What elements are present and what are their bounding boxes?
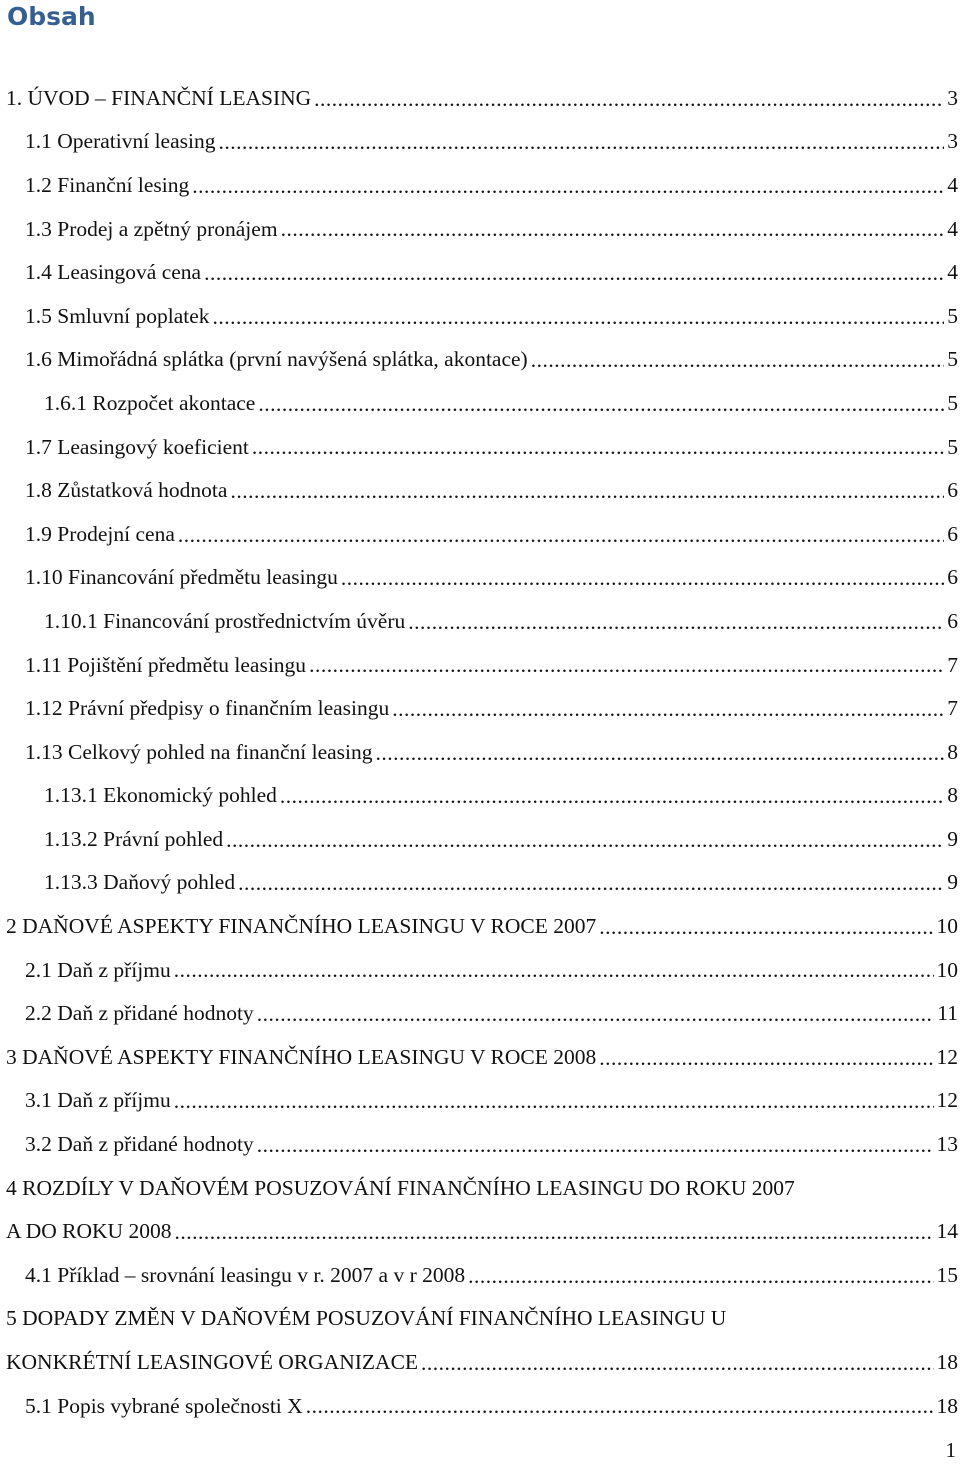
- dot-leader: [257, 1001, 935, 1035]
- dot-leader: [213, 304, 945, 338]
- toc-entry[interactable]: [0, 294, 960, 338]
- toc-entry[interactable]: [0, 556, 960, 600]
- dot-leader: [252, 434, 944, 468]
- toc-entry-title: 4.1 Příklad – srovnání leasingu v r. 2007 a v r 2008: [25, 1262, 466, 1287]
- toc-entry-title: 1.5 Smluvní poplatek: [25, 303, 210, 328]
- toc-entry[interactable]: [0, 904, 960, 948]
- toc-entry-page: 18: [936, 1393, 958, 1418]
- dot-leader: [238, 870, 944, 904]
- toc-entry[interactable]: [0, 512, 960, 556]
- toc-entry-page: 13: [936, 1132, 958, 1157]
- toc-entry-page: 5: [947, 390, 958, 415]
- toc-entry[interactable]: [0, 163, 960, 207]
- toc-entry-continuation[interactable]: [0, 1209, 960, 1253]
- dot-leader: [599, 1045, 933, 1079]
- toc-entry-title: 1.10 Financování předmětu leasingu: [25, 565, 338, 590]
- dot-leader: [314, 86, 944, 120]
- toc-entry-page: 5: [947, 303, 958, 328]
- toc-entry-page: 9: [947, 826, 958, 851]
- dot-leader: [468, 1263, 933, 1297]
- toc-entry-page: 9: [947, 870, 958, 895]
- toc-entry[interactable]: [0, 686, 960, 730]
- toc-entry[interactable]: [0, 1079, 960, 1123]
- toc-entry[interactable]: [0, 425, 960, 469]
- toc-entry-page: 7: [947, 652, 958, 677]
- toc-entry-title: 3.1 Daň z příjmu: [25, 1088, 171, 1113]
- dot-leader: [174, 957, 934, 991]
- toc-entry-page: 10: [936, 914, 958, 939]
- toc-entry-title: 3.2 Daň z přidané hodnoty: [25, 1132, 254, 1157]
- toc-entry-page: 14: [936, 1219, 958, 1244]
- dot-leader: [281, 216, 945, 250]
- toc-entry[interactable]: [0, 468, 960, 512]
- toc-entry[interactable]: [0, 1166, 960, 1210]
- dot-leader: [174, 1088, 934, 1122]
- page-number: 1: [945, 1438, 956, 1462]
- toc-entry[interactable]: [0, 599, 960, 643]
- toc-entry[interactable]: [0, 120, 960, 164]
- toc-entry[interactable]: [0, 991, 960, 1035]
- toc-entry-title: 2 DAŇOVÉ ASPEKTY FINANČNÍHO LEASINGU V ROCE 2007: [6, 914, 597, 939]
- toc-entry-page: 18: [936, 1350, 958, 1375]
- toc-entry-title: 4 ROZDÍLY V DAŇOVÉM POSUZOVÁNÍ FINANČNÍHO LEASINGU DO ROKU 2007: [6, 1175, 795, 1200]
- toc-entry-title: 1.9 Prodejní cena: [25, 521, 175, 546]
- toc-entry-title: 1.13.1 Ekonomický pohled: [44, 783, 277, 808]
- toc-entry-title: 1.3 Prodej a zpětný pronájem: [25, 216, 278, 241]
- toc-entry[interactable]: [0, 338, 960, 382]
- page-title: Obsah: [7, 2, 96, 31]
- dot-leader: [280, 783, 944, 817]
- toc-entry-page: 5: [947, 434, 958, 459]
- toc-entry-page: 3: [947, 129, 958, 154]
- toc-entry-title: 1.4 Leasingová cena: [25, 260, 202, 285]
- dot-leader: [218, 129, 944, 163]
- toc-entry-page: 8: [947, 739, 958, 764]
- toc-entry-page: 4: [947, 260, 958, 285]
- dot-leader: [230, 478, 944, 512]
- toc-entry-page: 6: [947, 521, 958, 546]
- toc-entry-title: 1.6 Mimořádná splátka (první navýšená splátka, akontace): [25, 347, 528, 372]
- toc-entry-page: 5: [947, 347, 958, 372]
- toc-entry[interactable]: [0, 817, 960, 861]
- toc-entry-title: 5.1 Popis vybrané společnosti X: [25, 1393, 303, 1418]
- toc-entry-page: 15: [936, 1262, 958, 1287]
- toc-entry-title: 1. ÚVOD – FINANČNÍ LEASING: [6, 85, 312, 110]
- toc-entry-title: 1.7 Leasingový koeficient: [25, 434, 249, 459]
- toc-entry-page: 4: [947, 172, 958, 197]
- toc-entry-page: 4: [947, 216, 958, 241]
- toc-entry-title: 1.2 Finanční lesing: [25, 172, 190, 197]
- toc-entry-title-continuation: KONKRÉTNÍ LEASINGOVÉ ORGANIZACE: [6, 1350, 419, 1375]
- toc-entry[interactable]: [0, 643, 960, 687]
- dot-leader: [226, 827, 944, 861]
- toc-entry-title: 3 DAŇOVÉ ASPEKTY FINANČNÍHO LEASINGU V ROCE 2008: [6, 1044, 597, 1069]
- toc-entry-title: 1.1 Operativní leasing: [25, 129, 216, 154]
- table-of-contents: [0, 76, 960, 1427]
- dot-leader: [174, 1219, 933, 1253]
- toc-entry-page: 3: [947, 85, 958, 110]
- toc-entry-title: 2.2 Daň z přidané hodnoty: [25, 1001, 254, 1026]
- toc-entry[interactable]: [0, 381, 960, 425]
- dot-leader: [421, 1350, 933, 1384]
- toc-entry[interactable]: [0, 1035, 960, 1079]
- dot-leader: [309, 652, 944, 686]
- toc-entry-continuation[interactable]: [0, 1340, 960, 1384]
- toc-entry-title: 2.1 Daň z příjmu: [25, 957, 171, 982]
- dot-leader: [341, 565, 944, 599]
- toc-entry[interactable]: [0, 1384, 960, 1428]
- toc-entry-page: 10: [936, 957, 958, 982]
- dot-leader: [376, 740, 945, 774]
- toc-entry-page: 7: [947, 696, 958, 721]
- toc-entry-title: 1.13 Celkový pohled na finanční leasing: [25, 739, 373, 764]
- toc-entry[interactable]: [0, 250, 960, 294]
- toc-entry-page: 12: [936, 1044, 958, 1069]
- dot-leader: [204, 260, 944, 294]
- toc-entry-title-continuation: A DO ROKU 2008: [6, 1219, 172, 1244]
- dot-leader: [392, 696, 944, 730]
- toc-entry[interactable]: [0, 730, 960, 774]
- toc-entry-title: 1.13.3 Daňový pohled: [44, 870, 236, 895]
- toc-entry[interactable]: [0, 774, 960, 818]
- toc-entry[interactable]: [0, 1122, 960, 1166]
- dot-leader: [178, 522, 944, 556]
- toc-entry-title: 1.12 Právní předpisy o finančním leasingu: [25, 696, 390, 721]
- toc-entry-title: 1.11 Pojištění předmětu leasingu: [25, 652, 307, 677]
- toc-entry-page: 11: [937, 1001, 958, 1026]
- toc-entry-page: 6: [947, 565, 958, 590]
- toc-entry-page: 12: [936, 1088, 958, 1113]
- dot-leader: [306, 1393, 934, 1427]
- toc-entry-title: 1.6.1 Rozpočet akontace: [44, 390, 256, 415]
- dot-leader: [257, 1132, 934, 1166]
- toc-entry[interactable]: [0, 1253, 960, 1297]
- toc-entry-page: 6: [947, 478, 958, 503]
- dot-leader: [599, 914, 933, 948]
- toc-entry[interactable]: [0, 861, 960, 905]
- toc-entry[interactable]: [0, 76, 960, 120]
- dot-leader: [192, 173, 944, 207]
- toc-entry[interactable]: [0, 948, 960, 992]
- toc-entry-title: 1.13.2 Právní pohled: [44, 826, 224, 851]
- dot-leader: [531, 347, 945, 381]
- toc-entry-page: 6: [947, 608, 958, 633]
- toc-entry-title: 5 DOPADY ZMĚN V DAŇOVÉM POSUZOVÁNÍ FINANČNÍHO LEASINGU U: [6, 1306, 727, 1331]
- toc-entry[interactable]: [0, 207, 960, 251]
- toc-entry[interactable]: [0, 1297, 960, 1341]
- toc-entry-page: 8: [947, 783, 958, 808]
- dot-leader: [408, 609, 944, 643]
- toc-entry-title: 1.10.1 Financování prostřednictvím úvěru: [44, 608, 406, 633]
- dot-leader: [258, 391, 944, 425]
- toc-entry-title: 1.8 Zůstatková hodnota: [25, 478, 228, 503]
